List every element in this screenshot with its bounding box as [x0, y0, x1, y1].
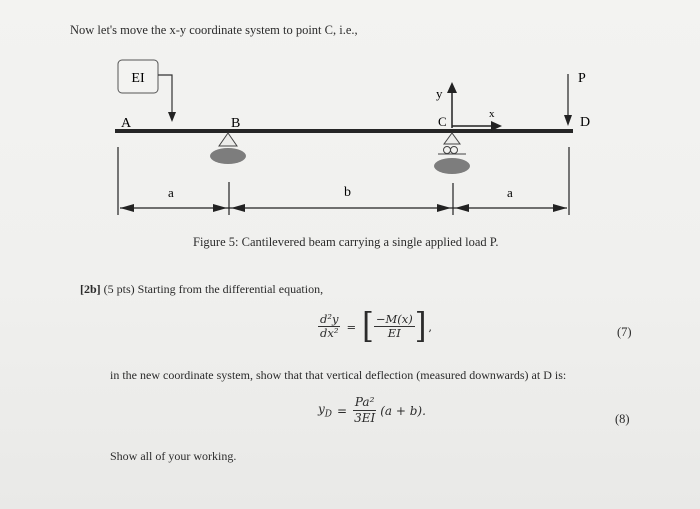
support-c-roller-2 — [451, 147, 458, 154]
eq7-equals: = — [346, 320, 357, 334]
label-d: D — [580, 115, 591, 130]
problem-text: Starting from the differential equation, — [137, 282, 324, 296]
dim-label-a2: a — [507, 185, 513, 200]
ei-leader — [158, 75, 172, 115]
support-b-base — [210, 148, 246, 164]
new-system-text: in the new coordinate system, show that that vertical deflection (measured downwards) at D is: — [110, 368, 567, 382]
eq8-lhs: $y_D$ — [318, 401, 332, 420]
equation-7-number: (7) — [617, 325, 632, 339]
intro-text: Now let's move the x-y coordinate system to point C, i.e., — [70, 23, 358, 37]
label-b: B — [231, 116, 241, 131]
show-working-text: Show all of your working. — [110, 449, 237, 463]
dim-label-a1: a — [168, 185, 174, 200]
label-y: y — [436, 86, 443, 101]
load-p-arrow — [564, 115, 572, 126]
eq8-tail: (a + b). — [380, 403, 426, 418]
figure-caption: Figure 5: Cantilevered beam carrying a single applied load P. — [193, 235, 499, 249]
eq7-lhs-fraction — [318, 313, 340, 341]
dim-arrow — [455, 204, 469, 212]
equation-8 — [318, 396, 426, 425]
support-b-pin — [219, 133, 237, 146]
eq8-den: 3EI — [354, 410, 376, 425]
support-c-base — [434, 158, 470, 174]
dim-arrow — [213, 204, 227, 212]
ei-label: EI — [131, 71, 145, 86]
dim-arrow — [553, 204, 567, 212]
eq7-right-bracket: ] — [414, 306, 427, 347]
label-x: x — [489, 108, 495, 120]
dim-arrow — [231, 204, 245, 212]
eq8-equals: = — [337, 403, 348, 418]
label-a: A — [121, 116, 132, 131]
problem-statement — [80, 282, 323, 297]
eq8-fraction — [352, 396, 377, 425]
equation-8-number: (8) — [615, 412, 630, 426]
beam-figure — [0, 0, 700, 230]
dim-arrow — [437, 204, 451, 212]
eq7-lhs-den: dx² — [320, 326, 339, 341]
ei-leader-arrow — [168, 112, 176, 122]
equation-7 — [318, 306, 433, 347]
label-p: P — [578, 71, 586, 86]
eq7-lhs-num: d²y — [320, 311, 339, 326]
problem-points: (5 pts) — [103, 282, 135, 296]
support-c-pin — [444, 133, 460, 144]
eq8-num: Pa² — [354, 395, 375, 409]
beam — [115, 129, 573, 133]
eq7-rhs-den: EI — [387, 326, 401, 341]
y-axis-arrow — [447, 82, 457, 93]
eq7-rhs-num: −M(x) — [375, 311, 413, 326]
label-c: C — [438, 114, 447, 129]
dim-arrow — [120, 204, 134, 212]
problem-tag: [2b] — [80, 282, 101, 296]
dim-label-b: b — [344, 185, 351, 200]
support-c-roller-1 — [444, 147, 451, 154]
eq7-left-bracket: [ — [362, 306, 374, 347]
eq7-trail: , — [428, 320, 433, 334]
eq7-rhs-fraction — [374, 313, 415, 341]
